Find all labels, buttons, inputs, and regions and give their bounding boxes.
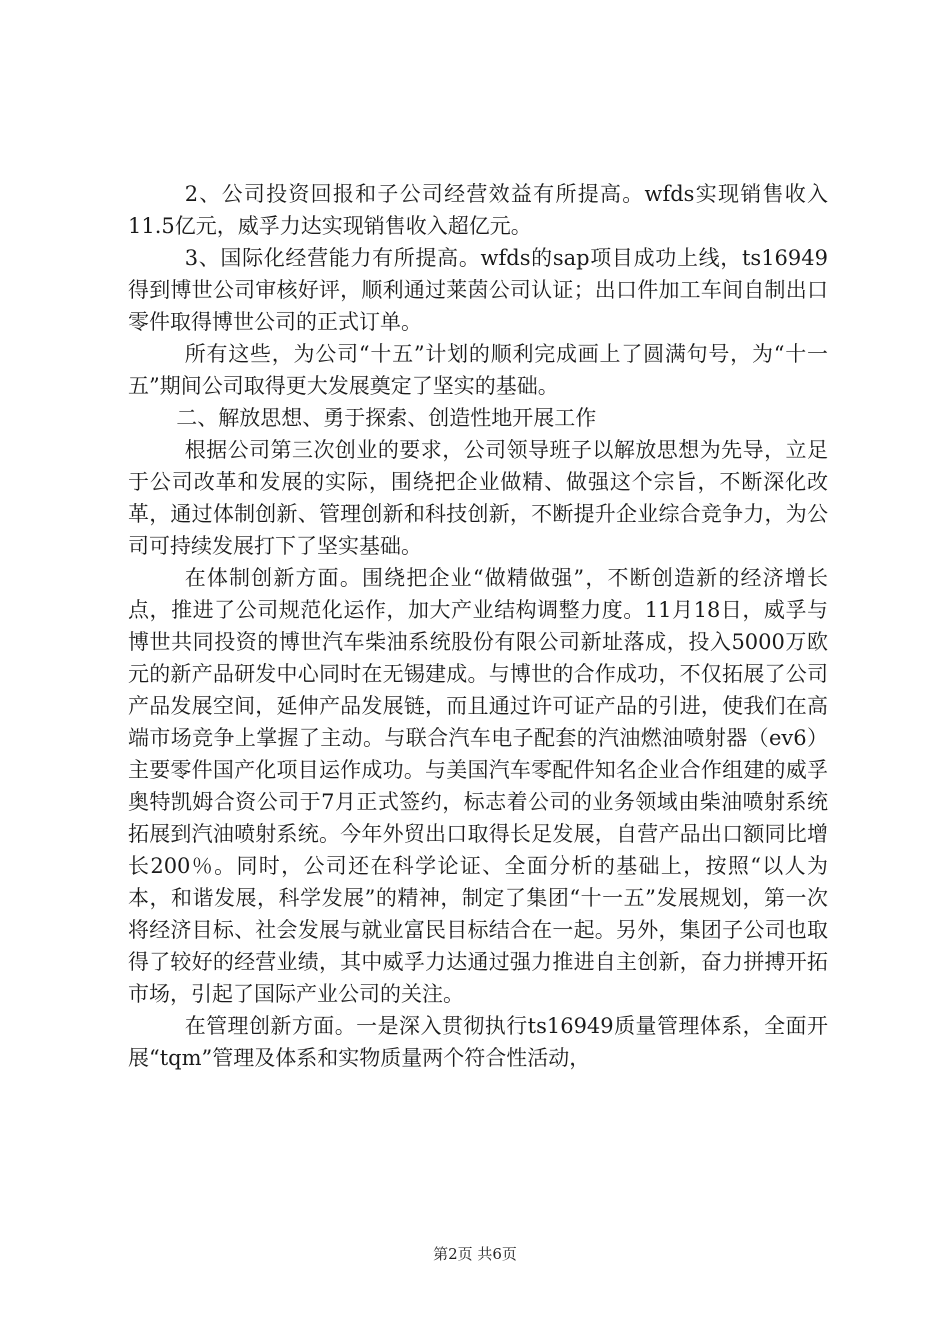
- paragraph-investment-return: 2、公司投资回报和子公司经营效益有所提高。wfds实现销售收入11.5亿元，威孚力达实现销售收入超亿元。: [128, 182, 828, 238]
- document-body: [128, 178, 828, 1074]
- paragraph-system-innovation: 在体制创新方面。围绕把企业“做精做强”，不断创造新的经济增长点，推进了公司规范化运作，加大产业结构调整力度。11月18日，威孚与博世共同投资的博世汽车柴油系统股份有限公司新址落成，投入5000万欧元的新产品研发中心同时在无锡建成。与博世的合作成功，不仅拓展了公司产品发展空间，延伸产品发展链，而且通过许可证产品的引进，使我们在高端市场竞争上掌握了主动。与联合汽车电子配套的汽油燃油喷射器（ev6）主要零件国产化项目运作成功。与美国汽车零配件知名企业合作组建的威孚奥特凯姆合资公司于7月正式签约，标志着公司的业务领域由柴油喷射系统拓展到汽油喷射系统。今年外贸出口取得长足发展，自营产品出口额同比增长200％。同时，公司还在科学论证、全面分析的基础上，按照“以人为本，和谐发展，科学发展”的精神，制定了集团“十一五”发展规划，第一次将经济目标、社会发展与就业富民目标结合在一起。另外，集团子公司也取得了较好的经营业绩，其中威孚力达通过强力推进自主创新，奋力拼搏开拓市场，引起了国际产业公司的关注。: [128, 566, 828, 1006]
- paragraph-third-venture: 根据公司第三次创业的要求，公司领导班子以解放思想为先导，立足于公司改革和发展的实际，围绕把企业做精、做强这个宗旨，不断深化改革，通过体制创新、管理创新和科技创新，不断提升企业综合竞争力，为公司可持续发展打下了坚实基础。: [128, 438, 828, 558]
- section-heading: 二、解放思想、勇于探索、创造性地开展工作: [176, 406, 597, 430]
- paragraph-international-operation: 3、国际化经营能力有所提高。wfds的sap项目成功上线，ts16949得到博世公司审核好评，顺利通过莱茵公司认证；出口件加工车间自制出口零件取得博世公司的正式订单。: [128, 246, 828, 334]
- page-footer: [0, 1244, 950, 1264]
- paragraph-management-innovation: 在管理创新方面。一是深入贯彻执行ts16949质量管理体系，全面开展“tqm”管理及体系和实物质量两个符合性活动，: [128, 1014, 828, 1070]
- page-number-label: 第2页 共6页: [433, 1245, 517, 1263]
- paragraph-summary: 所有这些，为公司“十五”计划的顺利完成画上了圆满句号，为“十一五”期间公司取得更大发展奠定了坚实的基础。: [128, 342, 828, 398]
